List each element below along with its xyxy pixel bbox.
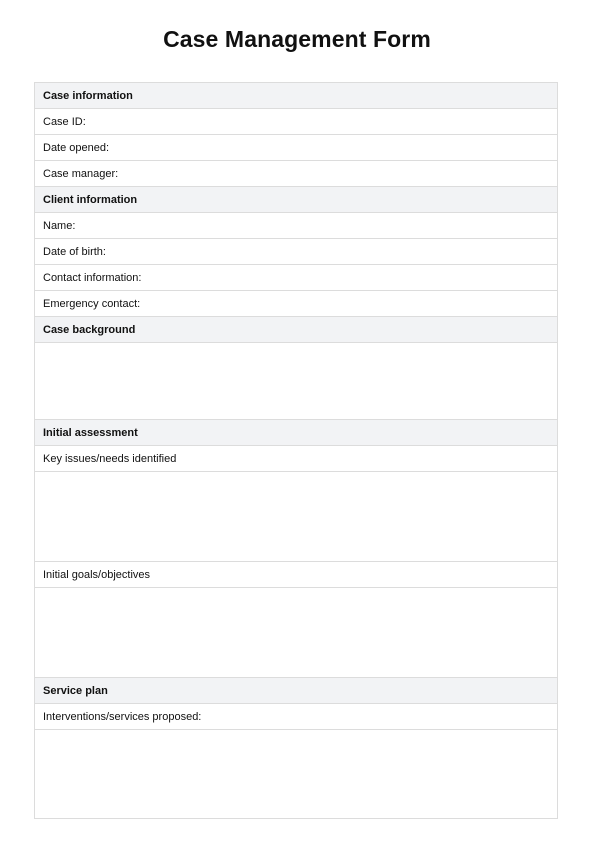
- section-heading: Case background: [35, 317, 558, 343]
- interventions-entry-area[interactable]: [35, 730, 558, 819]
- field-row-initial-goals: [35, 562, 558, 588]
- initial-goals-entry-area[interactable]: [35, 588, 558, 678]
- field-label-date-opened: Date opened:: [35, 135, 558, 161]
- field-label-case-id: Case ID:: [35, 109, 558, 135]
- section-header-case-background: [35, 317, 558, 343]
- field-label-name: Name:: [35, 213, 558, 239]
- case-management-form-table: [34, 82, 558, 819]
- field-label-case-manager: Case manager:: [35, 161, 558, 187]
- field-row-name[interactable]: [35, 213, 558, 239]
- section-header-client-information: [35, 187, 558, 213]
- field-label-contact-information: Contact information:: [35, 265, 558, 291]
- field-row-emergency-contact[interactable]: [35, 291, 558, 317]
- blank-entry-cell[interactable]: [35, 588, 558, 678]
- section-heading: Initial assessment: [35, 420, 558, 446]
- field-label-interventions: Interventions/services proposed:: [35, 704, 558, 730]
- field-label-initial-goals: Initial goals/objectives: [35, 562, 558, 588]
- field-row-date-opened[interactable]: [35, 135, 558, 161]
- section-heading: Client information: [35, 187, 558, 213]
- section-header-case-information: [35, 83, 558, 109]
- field-row-case-manager[interactable]: [35, 161, 558, 187]
- field-row-key-issues: [35, 446, 558, 472]
- field-row-case-id[interactable]: [35, 109, 558, 135]
- case-background-entry-area[interactable]: [35, 343, 558, 420]
- field-row-date-of-birth[interactable]: [35, 239, 558, 265]
- field-label-emergency-contact: Emergency contact:: [35, 291, 558, 317]
- field-row-interventions: [35, 704, 558, 730]
- blank-entry-cell[interactable]: [35, 343, 558, 420]
- section-header-initial-assessment: [35, 420, 558, 446]
- field-label-date-of-birth: Date of birth:: [35, 239, 558, 265]
- key-issues-entry-area[interactable]: [35, 472, 558, 562]
- section-header-service-plan: [35, 678, 558, 704]
- page-title: Case Management Form: [163, 26, 431, 52]
- field-label-key-issues: Key issues/needs identified: [35, 446, 558, 472]
- section-heading: Service plan: [35, 678, 558, 704]
- section-heading: Case information: [35, 83, 558, 109]
- blank-entry-cell[interactable]: [35, 730, 558, 819]
- field-row-contact-information[interactable]: [35, 265, 558, 291]
- blank-entry-cell[interactable]: [35, 472, 558, 562]
